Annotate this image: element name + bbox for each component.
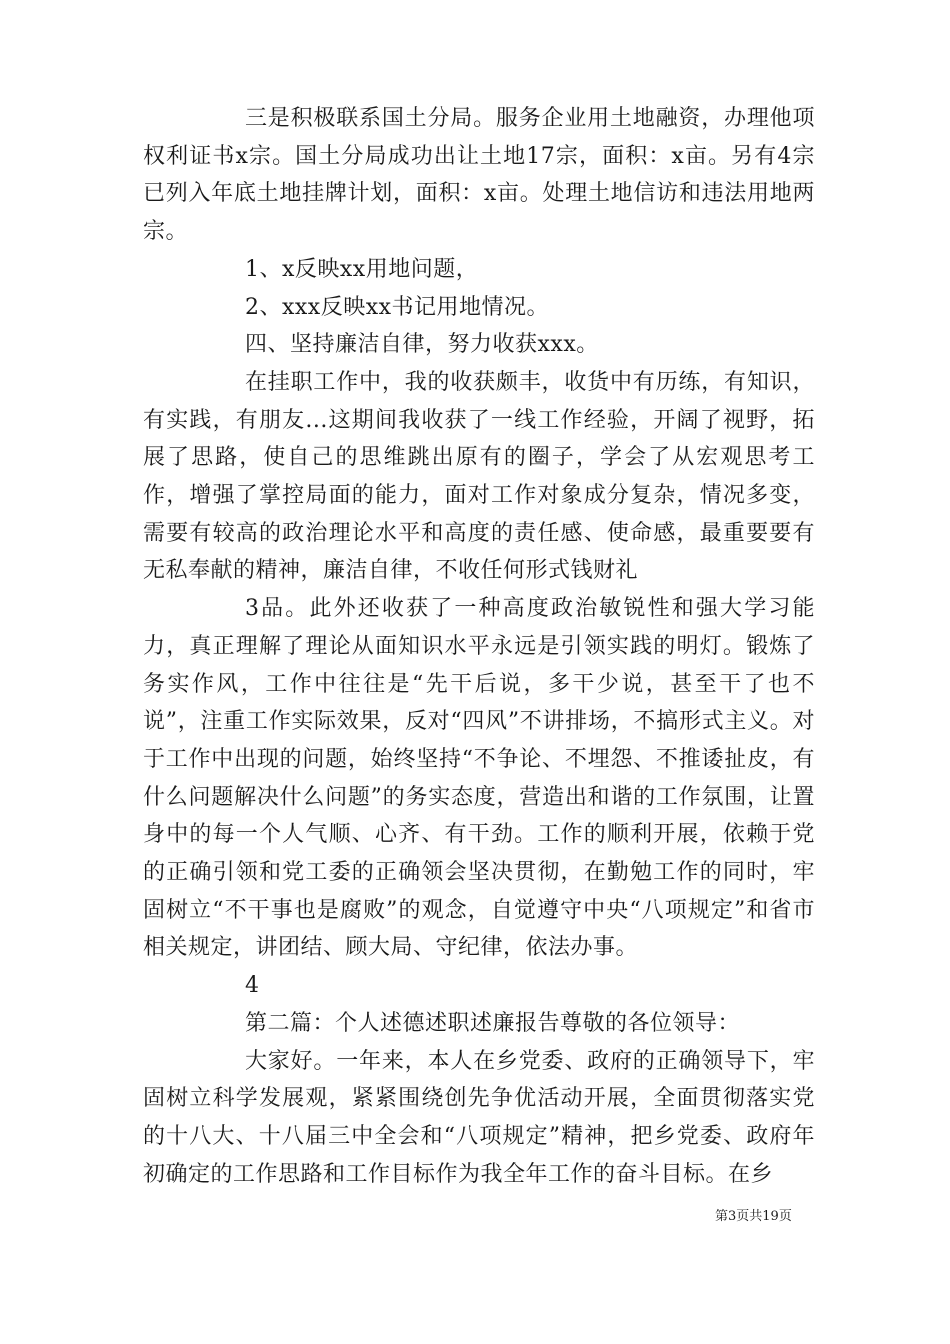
list-item-2: 2、xxx反映xx书记用地情况。 bbox=[245, 294, 550, 320]
paragraph-greeting: 大家好。一年来，本人在乡党委、政府的正确领导下，牢固树立科学发展观，紧紧围绕创先争优活动开展，全面贯彻落实党的十八大、十八届三中全会和“八项规定”精神，把乡党委、政府年初确定的工作思路和工作目标作为我全年工作的奋斗目标。在乡 bbox=[143, 1048, 815, 1187]
paragraph-land-bureau: 三是积极联系国土分局。服务企业用土地融资，办理他项权利证书x宗。国土分局成功出让土地17宗，面积：x亩。另有4宗已列入年底土地挂牌计划，面积：x亩。处理土地信访和违法用地两宗。 bbox=[143, 106, 815, 245]
paragraph-political-awareness: 3品。此外还收获了一种高度政治敏锐性和强大学习能力，真正理解了理论从面知识水平永远是引领实践的明灯。锻炼了务实作风，工作中往往是“先干后说，多干少说，甚至干了也不说”，注重工作实际效果，反对“四风”不讲排场，不搞形式主义。对于工作中出现的问题，始终坚持“不争论、不埋怨、不推诿扯皮，有什么问题解决什么问题”的务实态度，营造出和谐的工作氛围，让置身中的每一个人气顺、心齐、有干劲。工作的顺利开展，依赖于党的正确引领和党工委的正确领会坚决贯彻，在勤勉工作的同时，牢固树立“不干事也是腐败”的观念，自觉遵守中央“八项规定”和省市相关规定，讲团结、顾大局、守纪律，依法办事。 bbox=[143, 596, 815, 961]
section-heading-4: 四、坚持廉洁自律，努力收获xxx。 bbox=[245, 332, 599, 358]
list-item-1: 1、x反映xx用地问题， bbox=[245, 256, 479, 282]
paragraph-gains: 在挂职工作中，我的收获颇丰，收货中有历练，有知识，有实践，有朋友...这期间我收获了一线工作经验，开阔了视野，拓展了思路，使自己的思维跳出原有的圈子，学会了从宏观思考工作，增强了掌控局面的能力，面对工作对象成分复杂，情况多变，需要有较高的政治理论水平和高度的责任感、使命感，最重要要有无私奉献的精神，廉洁自律，不收任何形式钱财礼 bbox=[143, 369, 815, 584]
second-article-title: 第二篇：个人述德述职述廉报告尊敬的各位领导： bbox=[245, 1010, 741, 1036]
page-marker: 4 bbox=[245, 973, 260, 999]
document-body bbox=[143, 100, 815, 1193]
page-number-footer: 第3页共19页 bbox=[715, 1209, 792, 1224]
